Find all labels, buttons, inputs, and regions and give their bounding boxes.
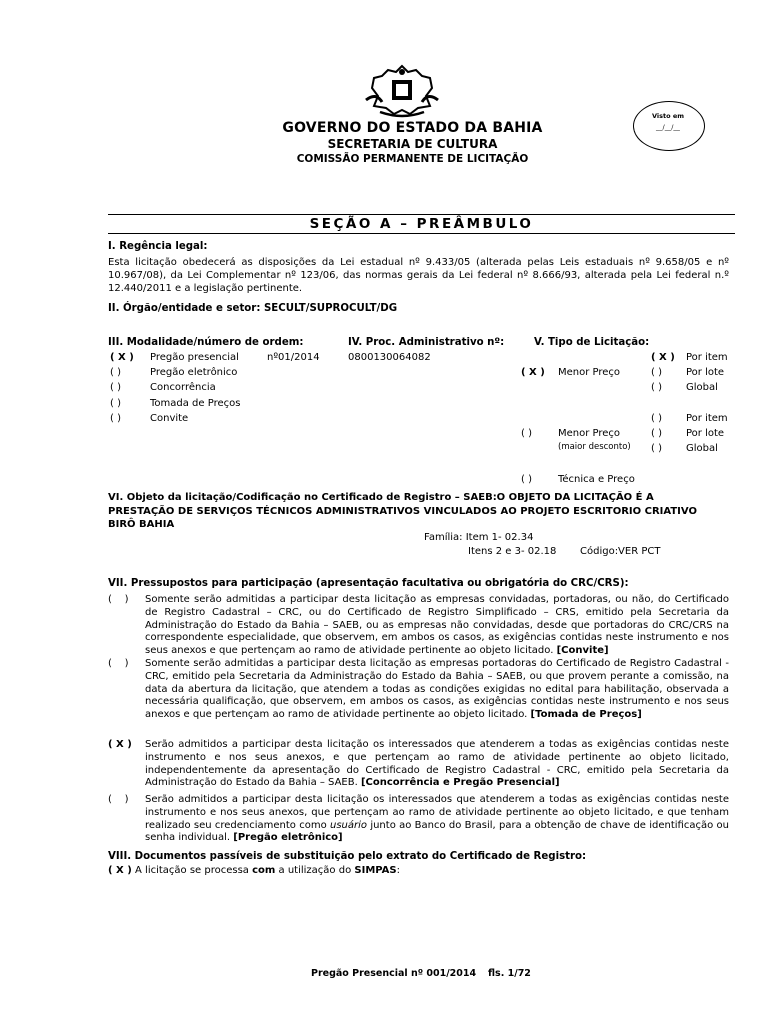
tipo-desc-sub-mark-2[interactable]: ( ) xyxy=(651,443,662,454)
section-rule-bottom xyxy=(108,233,735,234)
modalidade-label-2: Concorrência xyxy=(150,382,216,393)
pressupostos-mark-2[interactable]: ( X ) xyxy=(108,739,132,750)
objeto-familia-2: Itens 2 e 3- 02.18 xyxy=(468,546,557,557)
pressupostos-item-0: Somente serão admitidas a participar desta licitação as empresas convidadas, portadoras, ou não, do Certificado de Registro Cadastral – CRC, ou do Certificado de Registro Simplificado – CRS, emitido pela Secretaria da Administração do Estado da Bahia – SAEB, ou as empresas não convidadas, desde que portadoras do CRC/CRS na correspondente especialidade, que observem, em ambos os casos, as exigências contidas neste instrumento e nos seus anexos e que pertençam ao ramo de atividade pertinente ao objeto licitado. [Convite] xyxy=(145,594,729,657)
tipo-desconto-label: Menor Preço xyxy=(558,428,621,439)
objeto-heading: VI. Objeto da licitação/Codificação no Certificado de Registro – SAEB:O OBJETO DA LICITAÇÃO É A PRESTAÇÃO DE SERVIÇOS TÉCNICOS ADMINISTRATIVOS VINCULADOS AO PROJETO ESCRITORIO CRIATIVO BIRÔ BAHIA xyxy=(108,492,697,530)
modalidade-label-0: Pregão presencial xyxy=(150,352,239,363)
pressupostos-tag-3: [Pregão eletrônico] xyxy=(233,832,343,844)
footer-label: Pregão Presencial nº 001/2014 xyxy=(311,968,477,979)
coat-of-arms-emblem xyxy=(356,62,448,118)
footer-page: fls. 1/72 xyxy=(488,968,531,979)
commission-title: COMISSÃO PERMANENTE DE LICITAÇÃO xyxy=(296,153,529,165)
pressupostos-item-2: Serão admitidos a participar desta licitação os interessados que atenderem a todas as exigências contidas neste instrumento e nos seus anexos, e que pertençam ao ramo de atividade pertinente ao objeto licitado, independentemente da apresentação do Certificado de Registro Cadastral - CRC, emitido pela Secretaria da Administração do Estado da Bahia – SAEB. [Concorrência e Pregão Presencial] xyxy=(145,739,729,789)
tipo-sub-label-1: Por lote xyxy=(686,367,725,378)
pressupostos-item-1: Somente serão admitidas a participar desta licitação as empresas portadoras do Certificado de Registro Cadastral - CRC, emitido pela Secretaria da Administração do Estado da Bahia – SAEB, ou que provem perante a comissão, na data da abertura da licitação, que atendem a todas as condições exigidas no edital para habilitação, observada a necessária qualificação, que observem, em ambos os casos, as exigências contidas neste instrumento e nos seus anexos e que pertençam ao ramo de atividade pertinente ao objeto licitado. [Tomada de Preços] xyxy=(145,658,729,721)
modalidade-mark-1[interactable]: ( ) xyxy=(110,367,121,378)
pressupostos-mark-3[interactable]: ( ) xyxy=(108,794,129,805)
tipo-desc-sub-label-2: Global xyxy=(686,443,718,454)
objeto-codigo: Código:VER PCT xyxy=(580,546,661,557)
tipo-tecnica-label: Técnica e Preço xyxy=(558,474,635,485)
tipo-sub-label-2: Global xyxy=(686,382,718,393)
tipo-desconto-mark[interactable]: ( ) xyxy=(521,428,532,439)
tipo-heading: V. Tipo de Licitação: xyxy=(534,337,650,348)
tipo-desc-sub-mark-0[interactable]: ( ) xyxy=(651,413,662,424)
modalidade-mark-0[interactable]: ( X ) xyxy=(110,352,134,363)
modalidade-mark-3[interactable]: ( ) xyxy=(110,398,121,409)
pressupostos-mark-0[interactable]: ( ) xyxy=(108,594,129,605)
modalidade-label-3: Tomada de Preços xyxy=(150,398,241,409)
modalidade-label-1: Pregão eletrônico xyxy=(150,367,238,378)
section-title: SEÇÃO A – PREÂMBULO xyxy=(309,216,534,232)
regencia-text: Esta licitação obedecerá as disposições da Lei estadual nº 9.433/05 (alterada pelas Leis estaduais nº 9.658/05 e nº 10.967/08), da Lei Complementar nº 123/06, das normas gerais da Lei federal nº 8.666/93, alterada pela Lei federal n.º 12.440/2011 e a legislação pertinente. xyxy=(108,257,729,294)
pressupostos-mark-1[interactable]: ( ) xyxy=(108,658,129,669)
objeto-familia-1: Família: Item 1- 02.34 xyxy=(424,532,534,543)
visto-stamp-label: Visto em xyxy=(651,112,685,120)
documentos-heading: VIII. Documentos passíveis de substituição pelo extrato do Certificado de Registro: xyxy=(108,851,587,862)
tipo-desc-sub-label-0: Por item xyxy=(686,413,728,424)
tipo-sub-mark-0[interactable]: ( X ) xyxy=(651,352,675,363)
pressupostos-tag-2: [Concorrência e Pregão Presencial] xyxy=(360,777,560,789)
visto-stamp-date: __/__/__ xyxy=(656,123,680,131)
pressupostos-item-3: Serão admitidos a participar desta licitação os interessados que atenderem a todas as exigências contidas neste instrumento e nos seus anexos, que pertençam ao ramo de atividade pertinente ao objeto licitado, e que tenham realizado seu credenciamento como usuário junto ao Banco do Brasil, para a obtenção de chave de identificação ou senha individual. [Pregão eletrônico] xyxy=(145,794,729,844)
documentos-mark[interactable]: ( X ) xyxy=(108,865,132,876)
tipo-desc-sub-label-1: Por lote xyxy=(686,428,725,439)
modalidade-heading: III. Modalidade/número de ordem: xyxy=(108,337,304,348)
modalidade-number: nº01/2014 xyxy=(267,352,320,363)
processo-number: 0800130064082 xyxy=(348,352,431,363)
modalidade-mark-4[interactable]: ( ) xyxy=(110,413,121,424)
modalidade-mark-2[interactable]: ( ) xyxy=(110,382,121,393)
tipo-sub-mark-1[interactable]: ( ) xyxy=(651,367,662,378)
regencia-heading: I. Regência legal: xyxy=(108,241,208,252)
section-rule-top xyxy=(108,214,735,215)
tipo-menor-preco-label: Menor Preço xyxy=(558,367,621,378)
tipo-menor-preco-mark[interactable]: ( X ) xyxy=(521,367,545,378)
documentos-line: ( X ) A licitação se processa com a utilização do SIMPAS: xyxy=(108,865,400,876)
orgao-line: II. Órgão/entidade e setor: SECULT/SUPROCULT/DG xyxy=(108,303,398,314)
tipo-sub-label-0: Por item xyxy=(686,352,728,363)
tipo-tecnica-mark[interactable]: ( ) xyxy=(521,474,532,485)
secretariat-title: SECRETARIA DE CULTURA xyxy=(327,137,498,151)
processo-heading: IV. Proc. Administrativo nº: xyxy=(348,337,505,348)
tipo-desc-sub-mark-1[interactable]: ( ) xyxy=(651,428,662,439)
pressupostos-tag-0: [Convite] xyxy=(556,645,609,657)
pressupostos-heading: VII. Pressupostos para participação (apresentação facultativa ou obrigatória do CRC/CRS): xyxy=(108,578,629,589)
government-title: GOVERNO DO ESTADO DA BAHIA xyxy=(282,120,543,136)
pressupostos-tag-1: [Tomada de Preços] xyxy=(530,709,642,721)
tipo-sub-mark-2[interactable]: ( ) xyxy=(651,382,662,393)
tipo-desconto-note: (maior desconto) xyxy=(558,442,631,452)
modalidade-label-4: Convite xyxy=(150,413,189,424)
